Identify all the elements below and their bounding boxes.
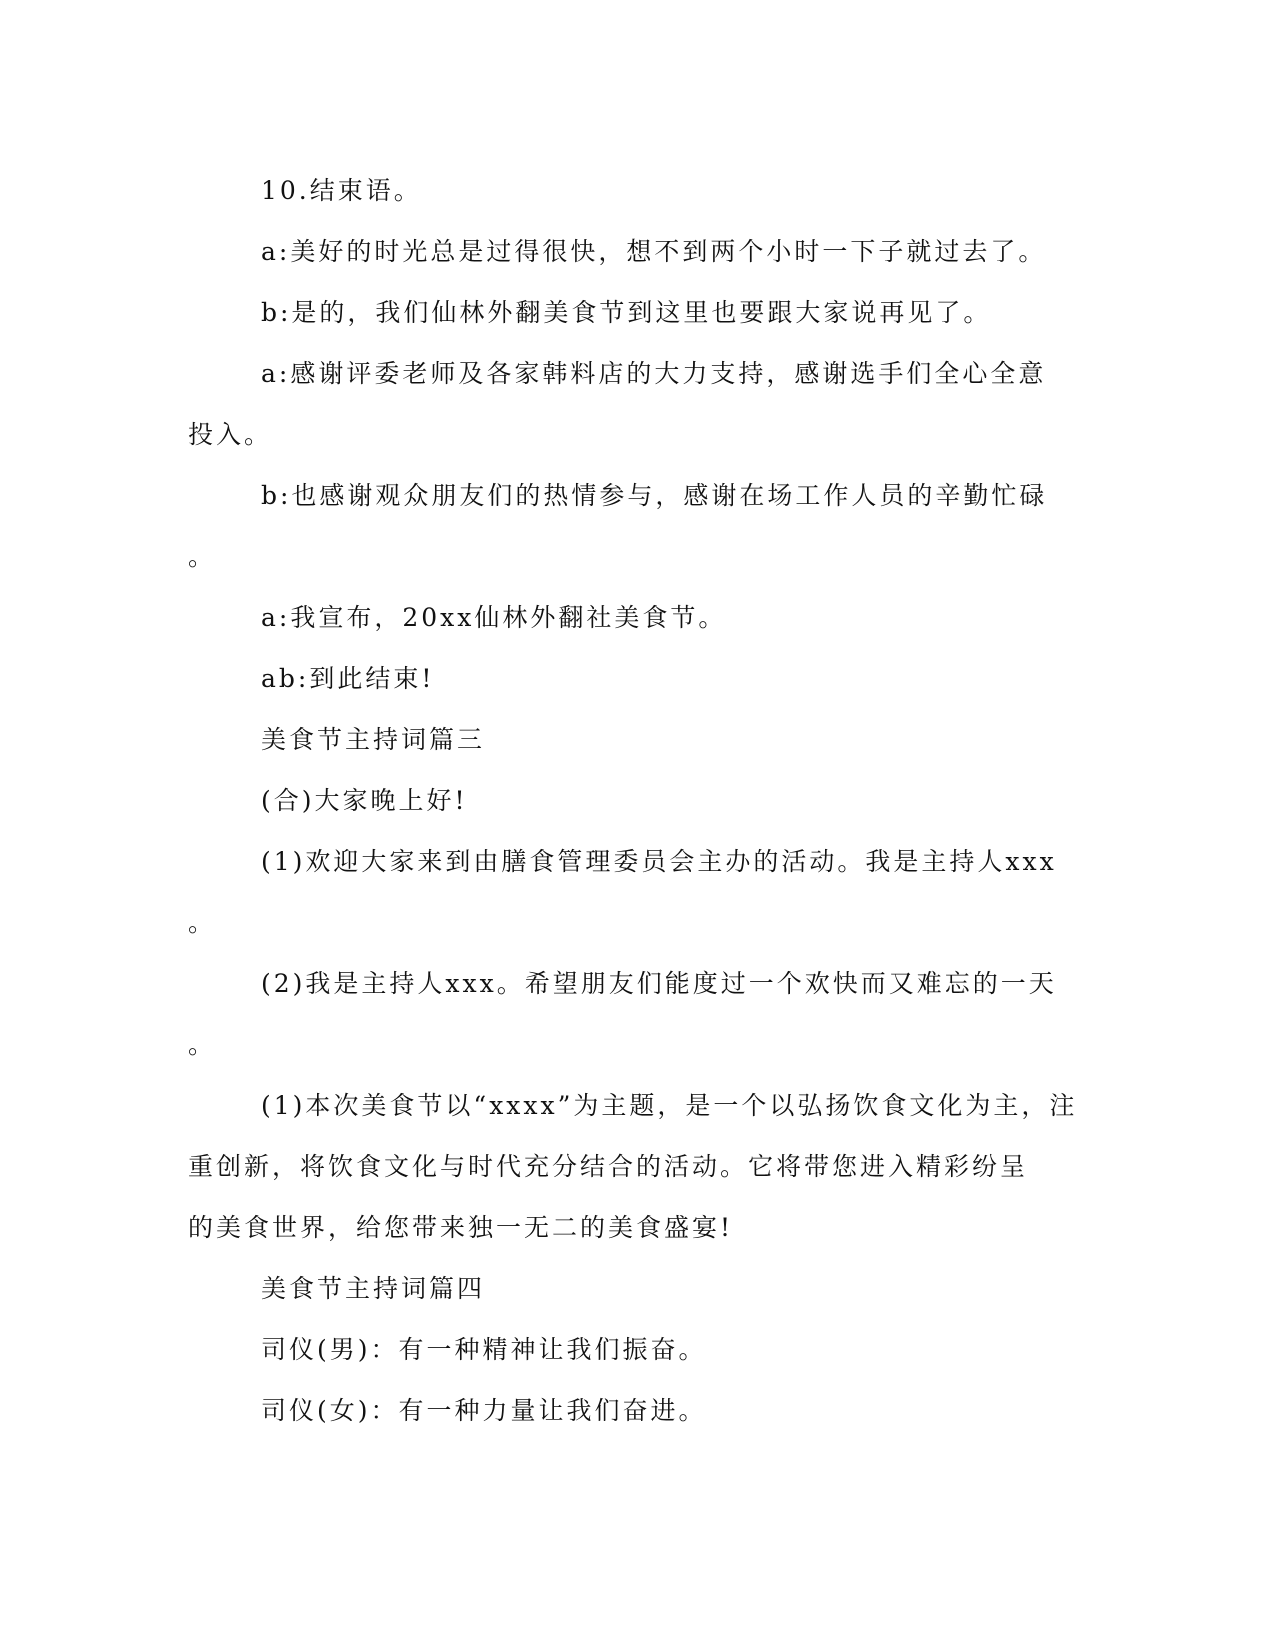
text-line: 的美食世界，给您带来独一无二的美食盛宴!: [188, 1213, 734, 1242]
text-line: 。: [188, 908, 217, 937]
text-line: b:也感谢观众朋友们的热情参与，感谢在场工作人员的辛勤忙碌: [261, 481, 1048, 510]
text-line: (2)我是主持人xxx。希望朋友们能度过一个欢快而又难忘的一天: [261, 969, 1057, 998]
text-line: a:我宣布，20xx仙林外翻社美食节。: [261, 603, 727, 632]
text-line: 10.结束语。: [261, 176, 422, 205]
document-body: [188, 160, 1078, 1441]
text-line: 司仪(男)：有一种精神让我们振奋。: [261, 1335, 707, 1364]
text-line: (合)大家晚上好!: [261, 786, 468, 815]
text-line: 。: [188, 542, 217, 571]
text-line: a:感谢评委老师及各家韩料店的大力支持，感谢选手们全心全意: [261, 359, 1047, 388]
text-line: 司仪(女)：有一种力量让我们奋进。: [261, 1396, 707, 1425]
text-line: ab:到此结束!: [261, 664, 435, 693]
text-line: a:美好的时光总是过得很快，想不到两个小时一下子就过去了。: [261, 237, 1047, 266]
text-line: (1)欢迎大家来到由膳食管理委员会主办的活动。我是主持人xxx: [261, 847, 1057, 876]
text-line: (1)本次美食节以“xxxx”为主题，是一个以弘扬饮食文化为主，注: [261, 1091, 1078, 1120]
text-line: b:是的，我们仙林外翻美食节到这里也要跟大家说再见了。: [261, 298, 992, 327]
text-line: 重创新，将饮食文化与时代充分结合的活动。它将带您进入精彩纷呈: [188, 1152, 1029, 1181]
section-heading: 美食节主持词篇三: [261, 725, 486, 754]
text-line: 。: [188, 1030, 217, 1059]
section-heading: 美食节主持词篇四: [261, 1274, 486, 1303]
text-line: 投入。: [188, 420, 273, 449]
